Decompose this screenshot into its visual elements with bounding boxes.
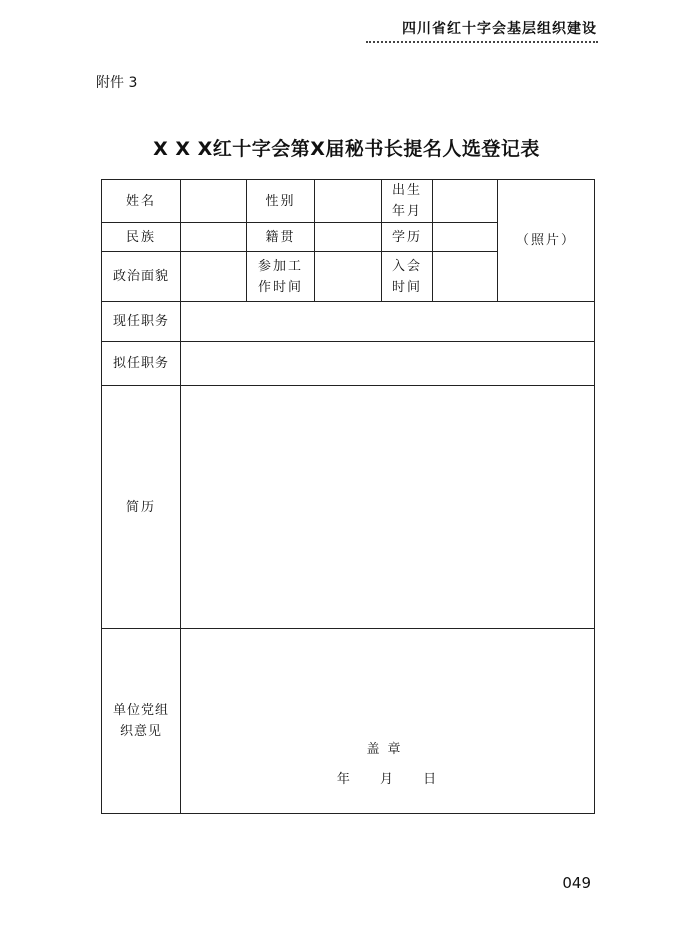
native-place-label: 籍贯 xyxy=(247,223,315,252)
gender-value-cell[interactable] xyxy=(315,180,382,223)
gender-label: 性别 xyxy=(247,180,315,223)
form-title: X X X红十字会第X届秘书长提名人选登记表 xyxy=(153,138,540,160)
work-start-label-line1: 参加工 xyxy=(257,258,303,274)
birth-date-label-line1: 出生 xyxy=(391,183,422,198)
current-position-label: 现任职务 xyxy=(102,302,181,342)
table-row xyxy=(102,180,595,223)
table-row xyxy=(102,342,595,386)
current-position-value-cell[interactable] xyxy=(181,302,595,342)
resume-label: 简历 xyxy=(102,386,181,629)
name-value-cell[interactable] xyxy=(181,180,247,223)
native-place-value-cell[interactable] xyxy=(315,223,382,252)
party-opinion-label-line1: 单位党组 xyxy=(112,703,169,718)
photo-area: （照片） xyxy=(498,180,595,302)
table-row xyxy=(102,386,595,629)
join-date-label-line1: 入会 xyxy=(391,258,422,274)
work-start-value-cell[interactable] xyxy=(315,252,382,302)
seal-text: 盖章 xyxy=(366,742,409,757)
table-row xyxy=(102,302,595,342)
education-label: 学历 xyxy=(382,223,433,252)
join-date-value-cell[interactable] xyxy=(433,252,498,302)
party-opinion-value-cell[interactable] xyxy=(181,629,595,814)
work-start-label-line2: 作时间 xyxy=(257,279,303,295)
ethnicity-value-cell[interactable] xyxy=(181,223,247,252)
political-status-label: 政治面貌 xyxy=(102,252,181,302)
join-date-label xyxy=(382,252,433,302)
education-value-cell[interactable] xyxy=(433,223,498,252)
running-header: 四川省红十字会基层组织建设 xyxy=(402,21,597,37)
work-start-label xyxy=(247,252,315,302)
date-line: 年 月 日 xyxy=(336,772,439,787)
political-status-value-cell[interactable] xyxy=(181,252,247,302)
name-label: 姓名 xyxy=(102,180,181,223)
attachment-label: 附件 3 xyxy=(96,75,138,91)
party-opinion-label xyxy=(102,629,181,814)
party-opinion-label-line2: 织意见 xyxy=(119,724,162,739)
proposed-position-label: 拟任职务 xyxy=(102,342,181,386)
page-number: 049 xyxy=(562,874,591,892)
birth-date-label xyxy=(382,180,433,223)
birth-date-value-cell[interactable] xyxy=(433,180,498,223)
registration-form-table xyxy=(101,179,595,814)
birth-date-label-line2: 年月 xyxy=(391,204,422,219)
ethnicity-label: 民族 xyxy=(102,223,181,252)
proposed-position-value-cell[interactable] xyxy=(181,342,595,386)
join-date-label-line2: 时间 xyxy=(391,279,422,295)
table-row xyxy=(102,629,595,814)
header-dotted-rule xyxy=(366,41,598,43)
resume-value-cell[interactable] xyxy=(181,386,595,629)
